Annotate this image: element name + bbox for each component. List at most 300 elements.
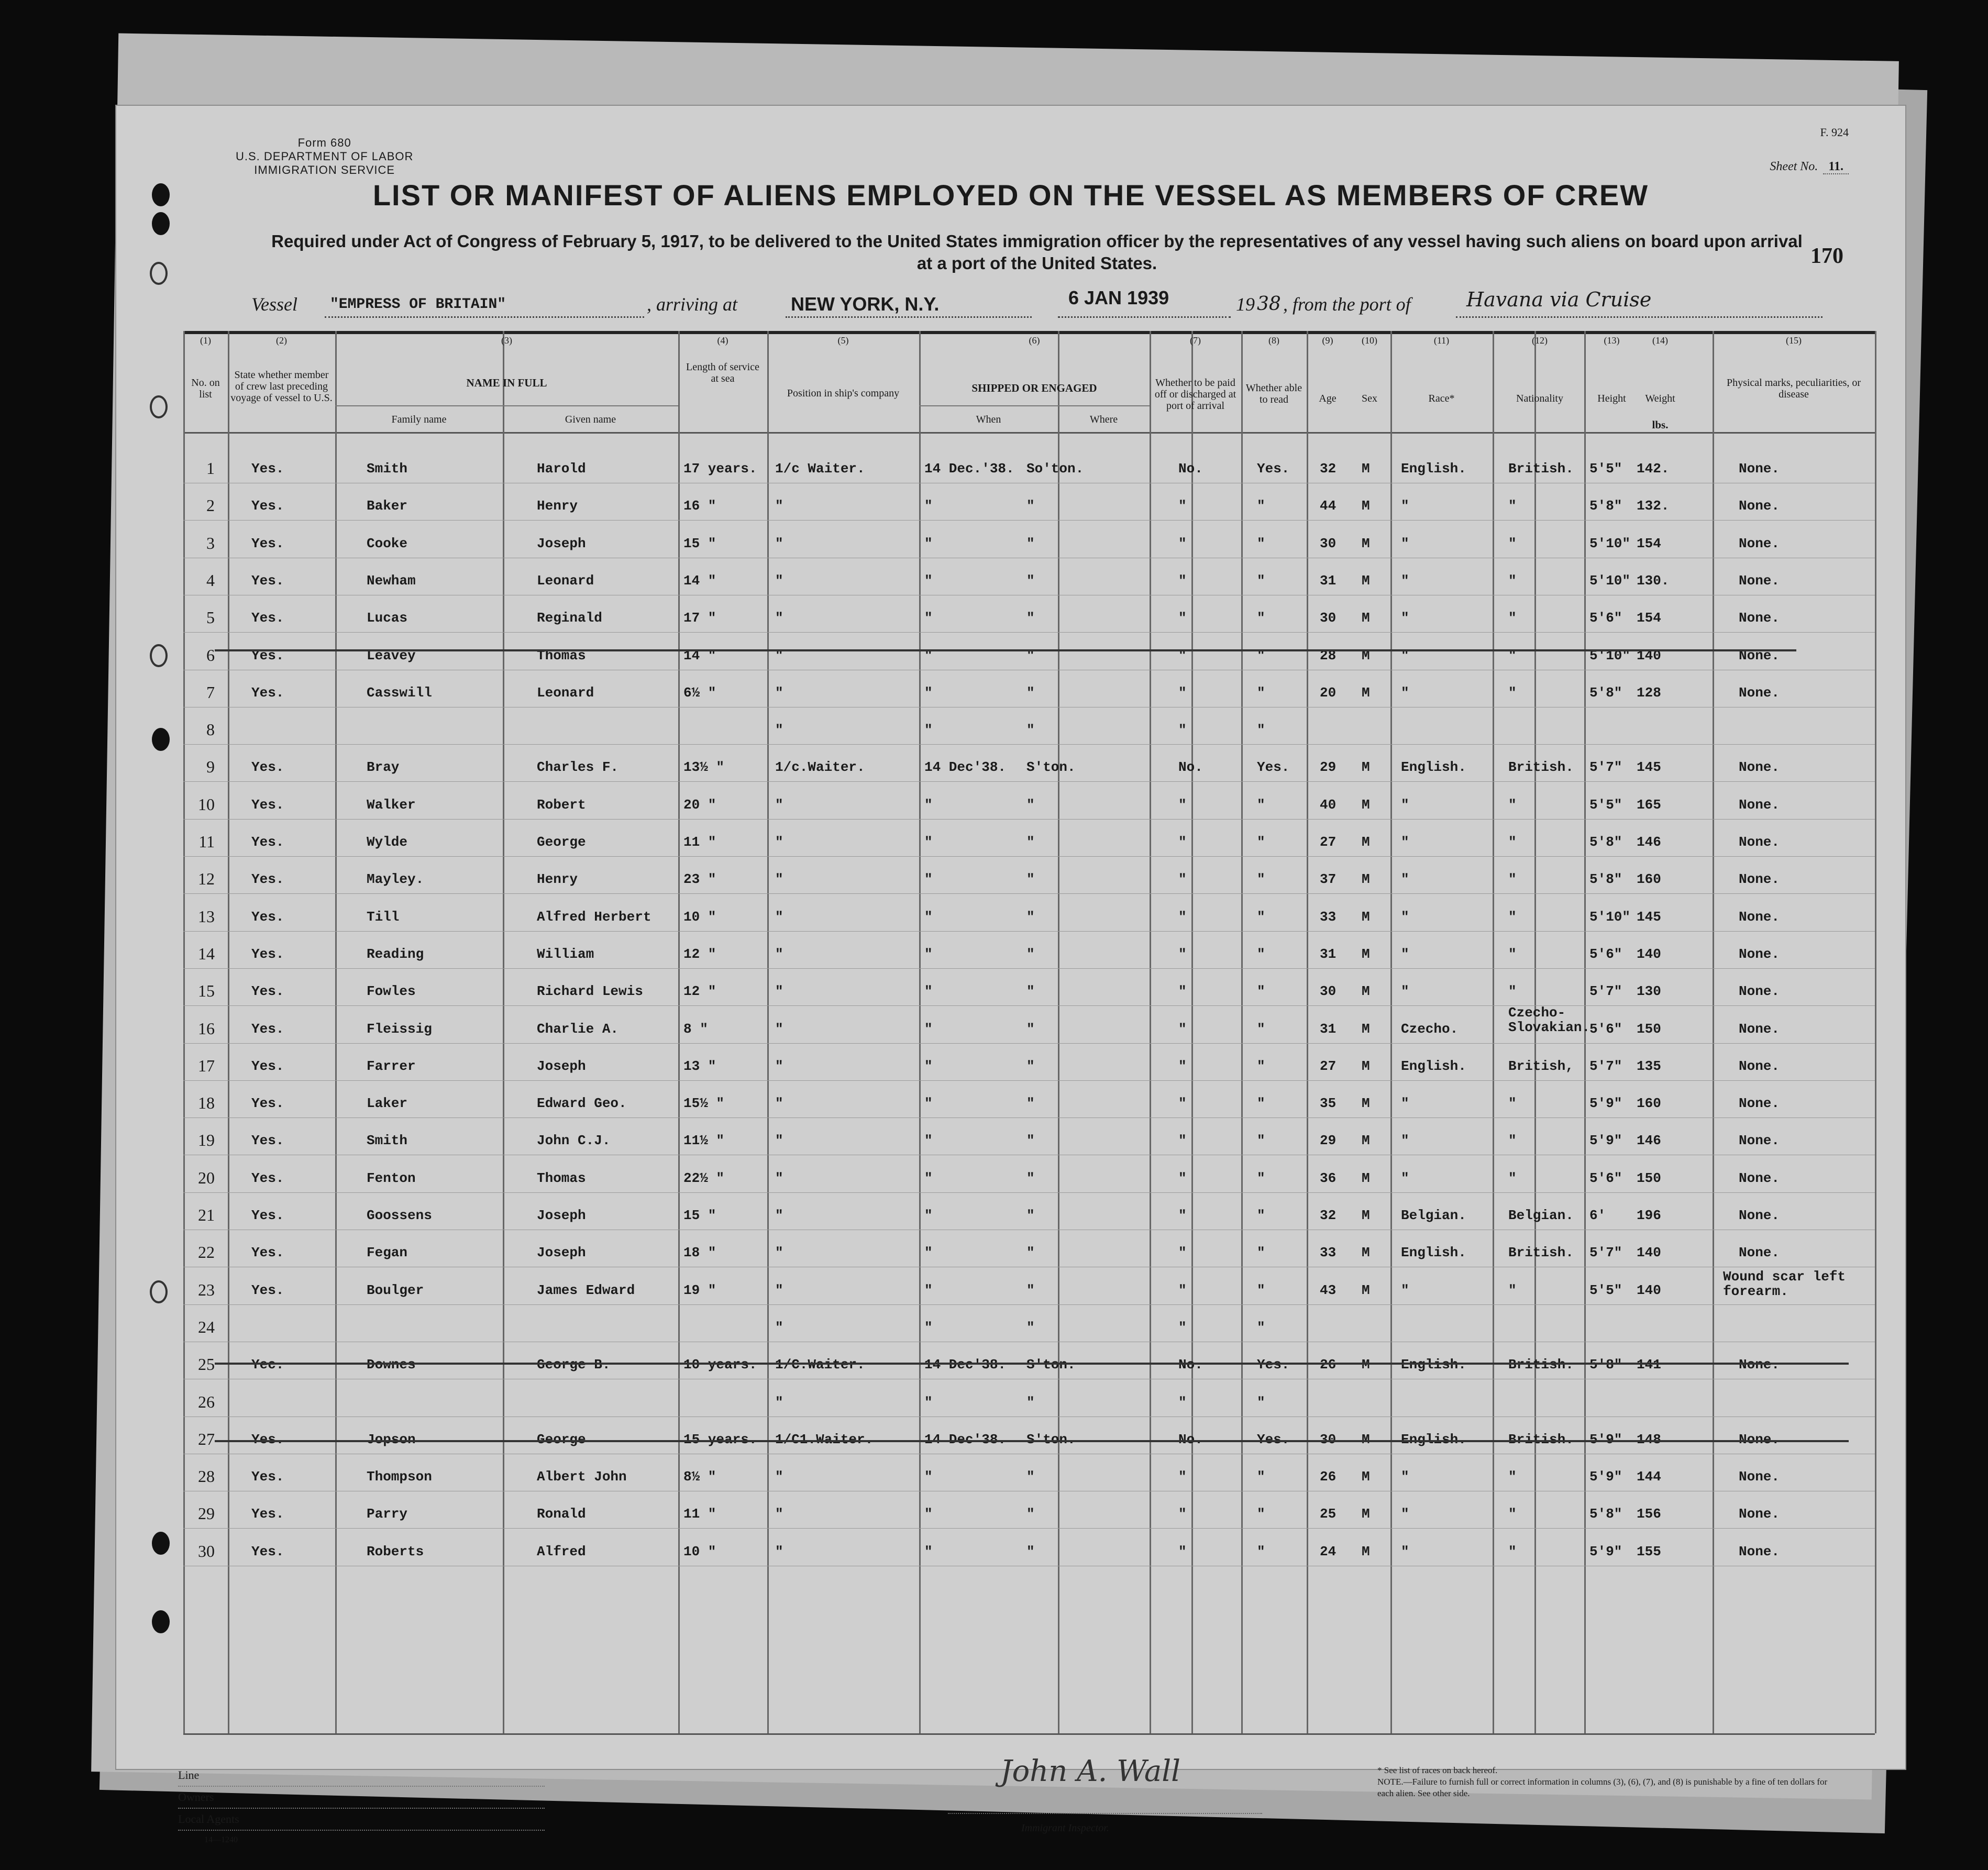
able-to-read: " bbox=[1257, 1096, 1265, 1112]
able-to-read: " bbox=[1257, 1469, 1265, 1485]
service-length: 10 " bbox=[683, 1543, 716, 1559]
given-name: Reginald bbox=[537, 610, 602, 626]
age: 30 bbox=[1320, 1431, 1337, 1447]
inspector-caption: Immigrant Inspector. bbox=[1021, 1822, 1109, 1834]
given-name: Ronald bbox=[537, 1506, 586, 1522]
table-row bbox=[115, 1317, 1906, 1356]
weight: 150 bbox=[1637, 1021, 1661, 1037]
header-sex: Sex bbox=[1362, 393, 1377, 404]
sex: M bbox=[1362, 909, 1370, 925]
row-number: 15 bbox=[198, 981, 215, 1001]
weight: 142. bbox=[1637, 461, 1670, 477]
nationality: " bbox=[1508, 1133, 1517, 1149]
paid-off: " bbox=[1178, 1133, 1187, 1149]
engaged-where: " bbox=[1026, 535, 1035, 551]
given-name: George bbox=[537, 834, 586, 850]
physical-marks: None. bbox=[1739, 871, 1780, 888]
engaged-when: " bbox=[924, 1133, 933, 1149]
weight: 160 bbox=[1637, 871, 1661, 888]
family-name: Smith bbox=[367, 461, 408, 477]
colnum-5: (5) bbox=[837, 335, 849, 346]
table-row bbox=[115, 871, 1906, 908]
ship-position: " bbox=[775, 983, 783, 1000]
sex: M bbox=[1362, 1133, 1370, 1149]
weight: 155 bbox=[1637, 1543, 1661, 1559]
table-row bbox=[115, 1170, 1906, 1207]
service-length: 23 " bbox=[683, 871, 716, 888]
manifest-sheet bbox=[115, 105, 1906, 1844]
vessel-label: Vessel bbox=[251, 294, 297, 315]
engaged-where: S'ton. bbox=[1026, 1357, 1076, 1373]
group-separator bbox=[215, 1363, 1849, 1365]
row-number: 18 bbox=[198, 1093, 215, 1113]
able-to-read: " bbox=[1257, 1245, 1265, 1261]
engaged-when: " bbox=[924, 1021, 933, 1037]
height: 5'5" bbox=[1589, 461, 1622, 477]
table-row bbox=[115, 1268, 1906, 1319]
row-number: 9 bbox=[206, 757, 215, 777]
sex: M bbox=[1362, 1058, 1370, 1074]
colnum-1: (1) bbox=[200, 335, 211, 346]
race: " bbox=[1401, 647, 1409, 663]
ship-position: " bbox=[775, 1469, 783, 1485]
colnum-11: (11) bbox=[1433, 335, 1450, 346]
height: 5'7" bbox=[1589, 759, 1622, 776]
sex: M bbox=[1362, 1245, 1370, 1261]
physical-marks: None. bbox=[1739, 1096, 1780, 1112]
document-subtitle: Required under Act of Congress of February 5, 1917, to be delivered to the United States immigration officer by the representatives of any vessel having such aliens on board upon arrival at a port of the United States. bbox=[271, 231, 1803, 273]
given-name: George B. bbox=[537, 1357, 611, 1373]
family-name: Fowles bbox=[367, 983, 416, 1000]
engaged-where: " bbox=[1026, 1133, 1035, 1149]
row-number: 24 bbox=[198, 1317, 215, 1336]
nationality: " bbox=[1508, 983, 1517, 1000]
crew-status: Yes. bbox=[251, 1058, 284, 1074]
height: 5'7" bbox=[1589, 1245, 1622, 1261]
crew-status: Yes. bbox=[251, 796, 284, 813]
engaged-when: " bbox=[924, 535, 933, 551]
nationality: " bbox=[1508, 909, 1517, 925]
sex: M bbox=[1362, 684, 1370, 701]
arriving-label: , arriving at bbox=[647, 294, 738, 315]
height: 5'6" bbox=[1589, 1021, 1622, 1037]
paid-off: " bbox=[1178, 1170, 1187, 1186]
ship-position: " bbox=[775, 722, 783, 738]
nationality: " bbox=[1508, 1506, 1517, 1522]
crew-status: Yes. bbox=[251, 871, 284, 888]
weight: 160 bbox=[1637, 1096, 1661, 1112]
family-name: Bray bbox=[367, 759, 400, 776]
service-length: 10 years. bbox=[683, 1357, 757, 1373]
service-length: 19 " bbox=[683, 1282, 716, 1298]
row-number: 1 bbox=[206, 459, 215, 478]
weight: 135 bbox=[1637, 1058, 1661, 1074]
row-rule bbox=[183, 1005, 1875, 1006]
height: 5'10" bbox=[1589, 572, 1631, 589]
engaged-when: " bbox=[924, 684, 933, 701]
nationality: " bbox=[1508, 647, 1517, 663]
table-row bbox=[115, 1058, 1906, 1095]
age: 25 bbox=[1320, 1506, 1337, 1522]
table-row bbox=[115, 906, 1906, 946]
family-name: Baker bbox=[367, 498, 408, 514]
height: 5'8" bbox=[1589, 684, 1622, 701]
family-name: Reading bbox=[367, 946, 424, 962]
age: 32 bbox=[1320, 461, 1337, 477]
nationality: " bbox=[1508, 871, 1517, 888]
ship-position: " bbox=[775, 1208, 783, 1223]
given-name: Henry bbox=[537, 498, 578, 514]
nationality: British. bbox=[1508, 1245, 1574, 1261]
crew-status: Yes. bbox=[251, 834, 284, 850]
given-name: Leonard bbox=[537, 684, 594, 701]
nationality: British, bbox=[1508, 1058, 1574, 1074]
engaged-where: " bbox=[1026, 1319, 1035, 1335]
height: 5'8" bbox=[1589, 498, 1622, 514]
given-name: Alfred Herbert bbox=[537, 909, 651, 925]
date-stamp: 6 JAN 1939 bbox=[1068, 287, 1169, 308]
row-rule bbox=[183, 1080, 1875, 1081]
ship-position: 1/C1.Waiter. bbox=[775, 1431, 874, 1447]
given-name: Edward Geo. bbox=[537, 1096, 627, 1112]
nationality: " bbox=[1508, 498, 1517, 514]
race: " bbox=[1401, 1096, 1409, 1112]
engaged-when: " bbox=[924, 909, 933, 925]
vessel-info-line bbox=[251, 287, 1823, 319]
given-name: Richard Lewis bbox=[537, 983, 643, 1000]
service-length: 22½ " bbox=[683, 1170, 725, 1186]
sex: M bbox=[1362, 572, 1370, 589]
header-shipped-engaged: SHIPPED OR ENGAGED bbox=[971, 382, 1097, 394]
weight: 165 bbox=[1637, 796, 1661, 813]
engaged-when: " bbox=[924, 610, 933, 626]
colnum-13: (13) bbox=[1604, 335, 1620, 346]
family-name: Thompson bbox=[367, 1469, 432, 1485]
race: " bbox=[1401, 796, 1409, 813]
fine-note: NOTE.—Failure to furnish full or correct information in columns (3), (6), (7), and (8) is punishable by a fine of ten dollars for each alien. See other side. bbox=[1377, 1777, 1828, 1798]
given-name: Charlie A. bbox=[537, 1021, 619, 1037]
ship-position: " bbox=[775, 684, 783, 701]
table-row bbox=[115, 1429, 1906, 1468]
physical-marks: None. bbox=[1739, 1506, 1780, 1522]
nationality: " bbox=[1508, 610, 1517, 626]
nationality: British. bbox=[1508, 461, 1574, 477]
row-number: 29 bbox=[198, 1504, 215, 1523]
ship-position: 1/c Waiter. bbox=[775, 461, 865, 477]
ship-position: " bbox=[775, 871, 783, 888]
footer-notes bbox=[1377, 1765, 1838, 1799]
row-number: 20 bbox=[198, 1168, 215, 1187]
service-length: 16 " bbox=[683, 498, 716, 514]
physical-marks: None. bbox=[1739, 535, 1780, 551]
family-name: Casswill bbox=[367, 684, 432, 701]
paid-off: " bbox=[1178, 647, 1187, 663]
table-row bbox=[115, 682, 1906, 722]
physical-marks: None. bbox=[1739, 983, 1780, 1000]
header-weight: Weight bbox=[1645, 393, 1675, 404]
paid-off: " bbox=[1178, 1096, 1187, 1112]
age: 43 bbox=[1320, 1282, 1337, 1298]
height: 6' bbox=[1589, 1208, 1606, 1223]
row-number: 11 bbox=[198, 832, 215, 851]
row-number: 21 bbox=[198, 1205, 215, 1224]
family-name: Downes bbox=[367, 1357, 416, 1373]
engaged-where: " bbox=[1026, 1096, 1035, 1112]
engaged-where: " bbox=[1026, 1394, 1035, 1410]
race: English. bbox=[1401, 461, 1466, 477]
family-name: Jopson bbox=[367, 1431, 416, 1447]
table-row bbox=[115, 722, 1906, 759]
paid-off: " bbox=[1178, 946, 1187, 962]
nationality: Czecho-Slovakian. bbox=[1508, 1004, 1591, 1035]
crew-status: Yes. bbox=[251, 610, 284, 626]
ship-position: " bbox=[775, 1394, 783, 1410]
service-length: 15 years. bbox=[683, 1431, 757, 1447]
ship-position: " bbox=[775, 535, 783, 551]
weight: 132. bbox=[1637, 498, 1670, 514]
table-row bbox=[115, 834, 1906, 871]
sheet-number bbox=[1764, 160, 1849, 174]
sex: M bbox=[1362, 983, 1370, 1000]
row-number: 14 bbox=[198, 944, 215, 963]
engaged-where: S'ton. bbox=[1026, 1431, 1076, 1447]
service-name: IMMIGRATION SERVICE bbox=[254, 163, 395, 176]
row-number: 10 bbox=[198, 794, 215, 814]
able-to-read: " bbox=[1257, 1319, 1265, 1335]
engaged-where: " bbox=[1026, 1282, 1035, 1298]
paid-off: " bbox=[1178, 1282, 1187, 1298]
able-to-read: " bbox=[1257, 796, 1265, 813]
row-rule bbox=[183, 744, 1875, 745]
height: 5'10" bbox=[1589, 535, 1631, 551]
engaged-where: So'ton. bbox=[1026, 461, 1084, 477]
height: 5'8" bbox=[1589, 1357, 1622, 1373]
row-rule bbox=[183, 781, 1875, 782]
race: English. bbox=[1401, 1357, 1466, 1373]
height: 5'10" bbox=[1589, 647, 1631, 663]
table-row bbox=[115, 1506, 1906, 1543]
able-to-read: " bbox=[1257, 909, 1265, 925]
age: 27 bbox=[1320, 1058, 1337, 1074]
paid-off: " bbox=[1178, 1021, 1187, 1037]
ship-position: " bbox=[775, 834, 783, 850]
header-given-name: Given name bbox=[565, 414, 616, 425]
age: 32 bbox=[1320, 1208, 1337, 1223]
header-when: When bbox=[976, 414, 1001, 425]
table-row bbox=[115, 498, 1906, 535]
family-name: Leavey bbox=[367, 647, 416, 663]
binder-hole bbox=[152, 212, 170, 235]
given-name: George bbox=[537, 1431, 586, 1447]
able-to-read: " bbox=[1257, 983, 1265, 1000]
engaged-where: S'ton. bbox=[1026, 759, 1076, 776]
height: 5'8" bbox=[1589, 834, 1622, 850]
row-rule bbox=[183, 819, 1875, 820]
nationality: " bbox=[1508, 535, 1517, 551]
able-to-read: Yes. bbox=[1257, 1431, 1290, 1447]
able-to-read: " bbox=[1257, 610, 1265, 626]
nationality: Belgian. bbox=[1508, 1208, 1574, 1223]
form-number-block bbox=[236, 136, 413, 177]
engaged-where: " bbox=[1026, 572, 1035, 589]
ship-position: 1/C.Waiter. bbox=[775, 1357, 865, 1373]
row-number: 2 bbox=[206, 496, 215, 515]
crew-status: Yes. bbox=[251, 572, 284, 589]
race: Belgian. bbox=[1401, 1208, 1466, 1223]
crew-status: Yes. bbox=[251, 1543, 284, 1559]
footer-fields bbox=[178, 1765, 545, 1831]
engaged-when: " bbox=[924, 946, 933, 962]
engaged-when: 14 Dec'38. bbox=[924, 1431, 1007, 1447]
weight: 146 bbox=[1637, 1133, 1661, 1149]
sex: M bbox=[1362, 1096, 1370, 1112]
race: " bbox=[1401, 1469, 1409, 1485]
header-weight-unit: lbs. bbox=[1652, 418, 1669, 431]
engaged-where: " bbox=[1026, 1170, 1035, 1186]
race: " bbox=[1401, 535, 1409, 551]
header-no-on-list: No. on list bbox=[191, 377, 220, 400]
age: 37 bbox=[1320, 871, 1337, 888]
family-name: Newham bbox=[367, 572, 416, 589]
race: " bbox=[1401, 909, 1409, 925]
sheet-label: Sheet No. bbox=[1770, 160, 1818, 173]
inspector-signature: John A. Wall bbox=[1000, 1754, 1181, 1788]
service-length: 14 " bbox=[683, 647, 716, 663]
header-physical-marks: Physical marks, peculiarities, or disease bbox=[1726, 377, 1861, 400]
weight: 150 bbox=[1637, 1170, 1661, 1186]
engaged-where: " bbox=[1026, 610, 1035, 626]
weight: 145 bbox=[1637, 759, 1661, 776]
engaged-when: " bbox=[924, 647, 933, 663]
crew-status: Yes. bbox=[251, 1208, 284, 1223]
ship-position: " bbox=[775, 1096, 783, 1112]
weight: 140 bbox=[1637, 1245, 1661, 1261]
race: English. bbox=[1401, 1245, 1466, 1261]
ship-position: " bbox=[775, 946, 783, 962]
table-top-rule bbox=[183, 331, 1875, 334]
nationality: British. bbox=[1508, 1431, 1574, 1447]
table-row bbox=[115, 533, 1906, 572]
able-to-read: " bbox=[1257, 834, 1265, 850]
colnum-4: (4) bbox=[717, 335, 728, 346]
nationality: " bbox=[1508, 1282, 1517, 1298]
crew-status: Yes. bbox=[251, 759, 284, 776]
row-number: 30 bbox=[198, 1541, 215, 1561]
service-length: 10 " bbox=[683, 909, 716, 925]
weight: 156 bbox=[1637, 1506, 1661, 1522]
engaged-where: " bbox=[1026, 1058, 1035, 1074]
service-length: 15½ " bbox=[683, 1096, 725, 1112]
height: 5'5" bbox=[1589, 796, 1622, 813]
family-name: Lucas bbox=[367, 610, 408, 626]
ship-position: " bbox=[775, 572, 783, 589]
colnum-12: (12) bbox=[1532, 335, 1548, 346]
family-name: Mayley. bbox=[367, 871, 424, 888]
race: " bbox=[1401, 1133, 1409, 1149]
able-to-read: Yes. bbox=[1257, 461, 1290, 477]
year-value: 38 bbox=[1257, 293, 1281, 315]
race: English. bbox=[1401, 1431, 1466, 1447]
crew-status: Yes. bbox=[251, 535, 284, 551]
given-name: James Edward bbox=[537, 1282, 635, 1298]
paid-off: " bbox=[1178, 498, 1187, 514]
age: 35 bbox=[1320, 1096, 1337, 1112]
family-name: Fegan bbox=[367, 1245, 408, 1261]
table-row bbox=[115, 1004, 1906, 1058]
engaged-where: " bbox=[1026, 722, 1035, 738]
service-length: 15 " bbox=[683, 535, 716, 551]
service-length: 20 " bbox=[683, 796, 716, 813]
ship-position: " bbox=[775, 1506, 783, 1522]
form-code: F. 924 bbox=[1820, 126, 1849, 139]
from-label: , from the port of bbox=[1283, 294, 1411, 315]
engaged-where: " bbox=[1026, 796, 1035, 813]
race: " bbox=[1401, 871, 1409, 888]
race: English. bbox=[1401, 759, 1466, 776]
paid-off: " bbox=[1178, 1245, 1187, 1261]
sex: M bbox=[1362, 796, 1370, 813]
colnum-14: (14) bbox=[1652, 335, 1668, 346]
physical-marks: None. bbox=[1739, 572, 1780, 589]
engaged-when: 14 Dec.'38. bbox=[924, 461, 1014, 477]
weight: 146 bbox=[1637, 834, 1661, 850]
physical-marks: None. bbox=[1739, 759, 1780, 776]
engaged-where: " bbox=[1026, 1469, 1035, 1485]
binder-hole bbox=[150, 262, 168, 285]
engaged-when: " bbox=[924, 834, 933, 850]
family-name: Goossens bbox=[367, 1208, 432, 1223]
age: 29 bbox=[1320, 759, 1337, 776]
family-name: Till bbox=[367, 909, 400, 925]
row-number: 27 bbox=[198, 1429, 215, 1448]
table-row bbox=[115, 1469, 1906, 1506]
given-name: Joseph bbox=[537, 1208, 586, 1223]
height: 5'7" bbox=[1589, 983, 1622, 1000]
physical-marks: None. bbox=[1739, 610, 1780, 626]
able-to-read: Yes. bbox=[1257, 1357, 1290, 1373]
height: 5'6" bbox=[1589, 1170, 1622, 1186]
nationality: " bbox=[1508, 1170, 1517, 1186]
engaged-where: " bbox=[1026, 684, 1035, 701]
row-number: 12 bbox=[198, 869, 215, 889]
paid-off: " bbox=[1178, 1319, 1187, 1335]
engaged-where: " bbox=[1026, 834, 1035, 850]
row-rule bbox=[183, 632, 1875, 633]
nationality: British. bbox=[1508, 1357, 1574, 1373]
able-to-read: " bbox=[1257, 946, 1265, 962]
physical-marks: None. bbox=[1739, 796, 1780, 813]
able-to-read: " bbox=[1257, 1058, 1265, 1074]
race: " bbox=[1401, 498, 1409, 514]
engaged-where: " bbox=[1026, 1543, 1035, 1559]
table-row bbox=[115, 759, 1906, 796]
paid-off: No. bbox=[1178, 461, 1203, 477]
paid-off: " bbox=[1178, 610, 1187, 626]
engaged-where: " bbox=[1026, 647, 1035, 663]
sex: M bbox=[1362, 1282, 1370, 1298]
row-number: 22 bbox=[198, 1243, 215, 1262]
weight: 130. bbox=[1637, 572, 1670, 589]
crew-status: Yes. bbox=[251, 983, 284, 1000]
table-row bbox=[115, 1205, 1906, 1244]
paid-off: " bbox=[1178, 1394, 1187, 1410]
row-rule bbox=[183, 1043, 1875, 1044]
service-length: 17 " bbox=[683, 610, 716, 626]
engaged-where: " bbox=[1026, 1021, 1035, 1037]
height: 5'9" bbox=[1589, 1096, 1622, 1112]
age: 44 bbox=[1320, 498, 1337, 514]
given-name: Charles F. bbox=[537, 759, 619, 776]
